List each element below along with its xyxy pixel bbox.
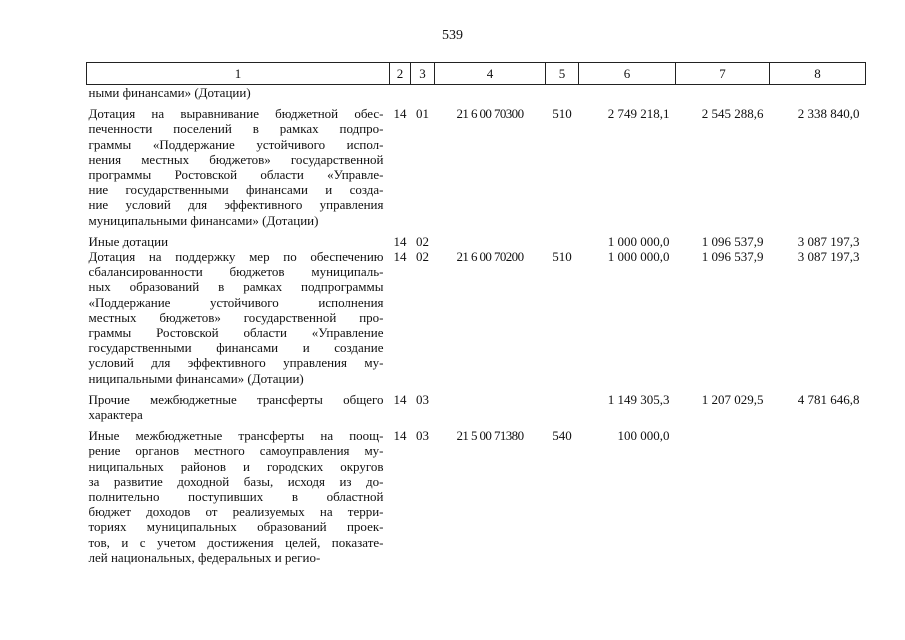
- cell-c6: 2 749 218,1: [607, 106, 670, 122]
- row-name-line: Иные межбюджетные трансферты на поощ-: [88, 428, 384, 444]
- cell-c5: [546, 234, 579, 249]
- row-name-line: Дотация на поддержку мер по обеспечению: [88, 249, 384, 265]
- page-number: 539: [442, 28, 463, 43]
- row-name-line: Дотация на выравнивание бюджетной обес-: [88, 106, 384, 122]
- row-name: [87, 392, 390, 428]
- row-name-line: муниципальными финансами» (Дотации): [88, 212, 319, 228]
- cell-c5: 510: [552, 106, 572, 122]
- table-row: [87, 85, 866, 107]
- row-name: [87, 249, 390, 392]
- table-row: [87, 234, 866, 249]
- row-name-line: рение органов местного самоуправления му-: [88, 443, 384, 459]
- cell-c2: 14: [393, 233, 407, 249]
- row-name-line: граммы Ростовской области «Управление: [88, 325, 384, 341]
- cell-c8: [770, 428, 866, 565]
- header-col-1: 1: [87, 63, 390, 85]
- cell-c2: 14: [393, 428, 407, 444]
- table-row: [87, 249, 866, 392]
- row-name-line: лей национальных, федеральных и регио-: [88, 549, 321, 565]
- cell-c2: 14: [393, 249, 407, 265]
- cell-c4: 21 5 00 71380: [456, 428, 524, 444]
- row-name-line: ных образований в рамках подпрограммы: [88, 279, 384, 295]
- row-name-line: государственными финансами и создание: [88, 340, 384, 356]
- row-name-line: бюджет доходов от реализуемых на терри-: [88, 504, 384, 520]
- row-name-line: местных бюджетов» государственной про-: [88, 309, 384, 325]
- cell-c5: 510: [552, 249, 572, 265]
- row-name-line: Прочие межбюджетные трансферты общего: [88, 391, 384, 407]
- header-col-4: 4: [435, 63, 546, 85]
- cell-c7: [676, 428, 770, 565]
- cell-c8: [770, 85, 866, 107]
- cell-c4: [435, 85, 546, 107]
- table-body: [87, 85, 866, 566]
- row-name-line: ние условий для эффективного управления: [88, 197, 384, 213]
- header-col-6: 6: [579, 63, 676, 85]
- cell-c4: [435, 392, 546, 428]
- table-row: [87, 428, 866, 565]
- table-row: [87, 106, 866, 234]
- row-name-line: ными финансами» (Дотации): [88, 85, 251, 100]
- cell-c3: 03: [416, 428, 429, 444]
- cell-c6: 100 000,0: [617, 428, 670, 444]
- cell-c7: 1 096 537,9: [701, 249, 764, 265]
- cell-c6: 1 000 000,0: [607, 233, 670, 249]
- cell-c5: [546, 85, 579, 107]
- cell-c8: 4 781 646,8: [797, 391, 860, 407]
- row-name-line: Иные дотации: [88, 233, 169, 249]
- cell-c6: 1 000 000,0: [607, 249, 670, 265]
- row-name-line: тов, и с учетом достижения целей, показате-: [88, 534, 384, 550]
- row-name: [87, 428, 390, 565]
- cell-c8: 3 087 197,3: [797, 249, 860, 265]
- row-name-line: программы Ростовской области «Управле-: [88, 167, 384, 183]
- row-name-line: ториях муниципальных образований проек-: [88, 519, 384, 535]
- cell-c6: 1 149 305,3: [607, 391, 670, 407]
- cell-c8: 3 087 197,3: [797, 233, 860, 249]
- cell-c3: 03: [416, 391, 429, 407]
- cell-c4: 21 6 00 70300: [456, 106, 524, 122]
- cell-c7: [676, 85, 770, 107]
- cell-c3: 02: [416, 233, 429, 249]
- cell-c3: [411, 85, 435, 107]
- cell-c5: [546, 392, 579, 428]
- row-name-line: за развитие доходной базы, исходя из до-: [88, 473, 384, 489]
- row-name: [87, 106, 390, 234]
- table-row: [87, 392, 866, 428]
- cell-c3: 02: [416, 249, 429, 265]
- row-name-line: печенности поселений в рамках подпро-: [88, 121, 384, 137]
- cell-c7: 1 207 029,5: [701, 391, 764, 407]
- cell-c7: 2 545 288,6: [701, 106, 764, 122]
- row-name-line: сбалансированности бюджетов муниципаль-: [88, 264, 384, 280]
- header-col-8: 8: [770, 63, 866, 85]
- row-name-line: ниципальных районов и городских округов: [88, 458, 384, 474]
- header-col-5: 5: [546, 63, 579, 85]
- cell-c8: 2 338 840,0: [797, 106, 860, 122]
- cell-c4: [435, 234, 546, 249]
- row-name-line: характера: [88, 407, 143, 423]
- cell-c3: 01: [416, 106, 429, 122]
- row-name-line: условий для эффективного управления му-: [88, 355, 384, 371]
- header-col-7: 7: [676, 63, 770, 85]
- row-name: [87, 234, 390, 249]
- row-name-line: ниципальными финансами» (Дотации): [88, 370, 304, 386]
- header-col-3: 3: [411, 63, 435, 85]
- cell-c2: [390, 85, 411, 107]
- cell-c7: 1 096 537,9: [701, 233, 764, 249]
- cell-c2: 14: [393, 391, 407, 407]
- row-name-line: ние государственными финансами и созда-: [88, 182, 384, 198]
- budget-table: [86, 62, 866, 565]
- row-name-line: граммы «Поддержание устойчивого испол-: [88, 136, 384, 152]
- cell-c2: 14: [393, 106, 407, 122]
- cell-c4: 21 6 00 70200: [456, 249, 524, 265]
- row-name-line: «Поддержание устойчивого исполнения: [88, 294, 384, 310]
- row-name: [87, 85, 390, 107]
- row-name-line: нения местных бюджетов» государственной: [88, 151, 384, 167]
- header-col-2: 2: [390, 63, 411, 85]
- cell-c6: [579, 85, 676, 107]
- row-name-line: полнительно поступивших в областной: [88, 489, 384, 505]
- header-row: [87, 63, 866, 85]
- cell-c5: 540: [552, 428, 572, 444]
